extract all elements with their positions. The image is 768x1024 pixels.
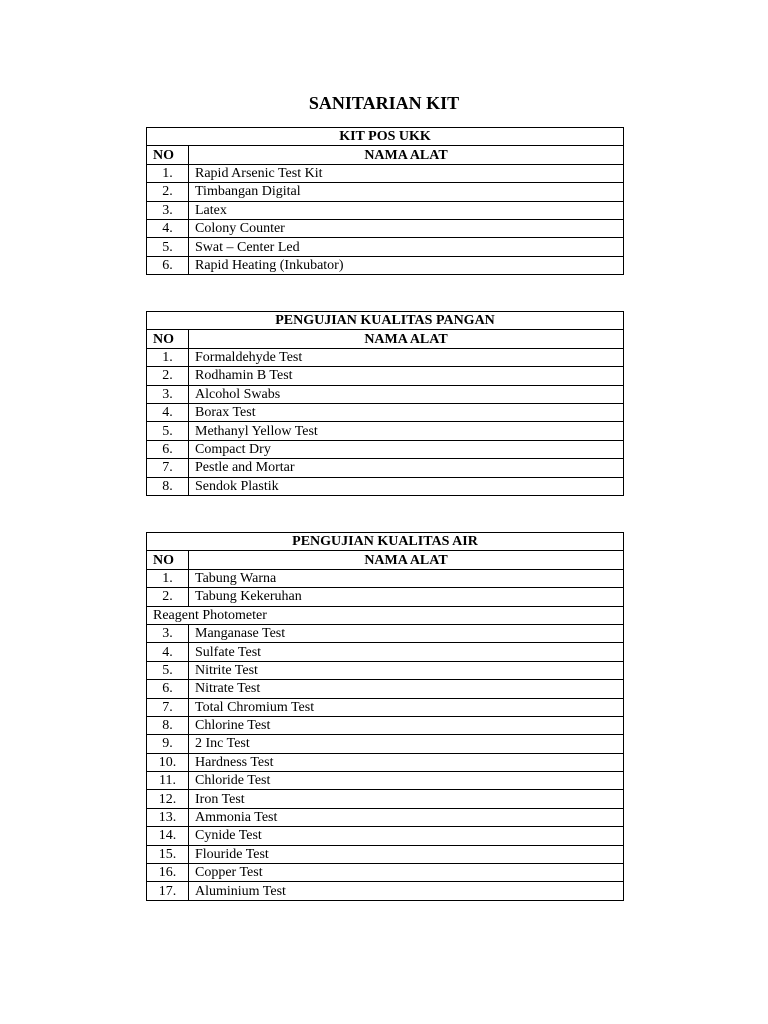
table-row xyxy=(147,164,624,182)
row-number: 12. xyxy=(147,790,189,808)
row-item-name: 2 Inc Test xyxy=(189,735,624,753)
table-row xyxy=(147,753,624,771)
table-row xyxy=(147,772,624,790)
table-row xyxy=(147,403,624,421)
table-row xyxy=(147,256,624,274)
row-item-name: Nitrite Test xyxy=(189,661,624,679)
row-number: 1. xyxy=(147,348,189,366)
table-row xyxy=(147,661,624,679)
table-row xyxy=(147,864,624,882)
row-item-name: Sendok Plastik xyxy=(189,477,624,495)
row-number: 3. xyxy=(147,385,189,403)
row-number: 5. xyxy=(147,238,189,256)
row-item-name: Nitrate Test xyxy=(189,680,624,698)
row-item-name: Cynide Test xyxy=(189,827,624,845)
table-subheading-row xyxy=(147,606,624,624)
row-item-name: Sulfate Test xyxy=(189,643,624,661)
kualitas-pangan-table xyxy=(146,311,624,496)
row-number: 2. xyxy=(147,183,189,201)
row-item-name: Pestle and Mortar xyxy=(189,459,624,477)
column-header-row xyxy=(147,146,624,164)
table-row xyxy=(147,385,624,403)
row-item-name: Ammonia Test xyxy=(189,808,624,826)
kualitas-air-table xyxy=(146,532,624,901)
row-number: 1. xyxy=(147,164,189,182)
table-row xyxy=(147,735,624,753)
row-item-name: Alcohol Swabs xyxy=(189,385,624,403)
row-item-name: Manganase Test xyxy=(189,624,624,642)
row-number: 3. xyxy=(147,201,189,219)
table-heading: PENGUJIAN KUALITAS AIR xyxy=(147,533,624,551)
table-row xyxy=(147,367,624,385)
column-header-no: NO xyxy=(147,146,189,164)
table-row xyxy=(147,569,624,587)
row-number: 5. xyxy=(147,661,189,679)
row-item-name: Tabung Kekeruhan xyxy=(189,588,624,606)
row-item-name: Chlorine Test xyxy=(189,716,624,734)
table-row xyxy=(147,348,624,366)
row-item-name: Colony Counter xyxy=(189,219,624,237)
column-header-no: NO xyxy=(147,551,189,569)
row-number: 4. xyxy=(147,219,189,237)
column-header-name: NAMA ALAT xyxy=(189,330,624,348)
row-number: 4. xyxy=(147,403,189,421)
table-row xyxy=(147,477,624,495)
row-item-name: Timbangan Digital xyxy=(189,183,624,201)
row-number: 6. xyxy=(147,440,189,458)
row-number: 2. xyxy=(147,367,189,385)
table-row xyxy=(147,698,624,716)
table-row xyxy=(147,643,624,661)
row-item-name: Rodhamin B Test xyxy=(189,367,624,385)
row-number: 8. xyxy=(147,477,189,495)
row-number: 14. xyxy=(147,827,189,845)
row-number: 17. xyxy=(147,882,189,900)
table-row xyxy=(147,422,624,440)
row-number: 10. xyxy=(147,753,189,771)
table-subheading: Reagent Photometer xyxy=(147,606,624,624)
row-number: 1. xyxy=(147,569,189,587)
row-number: 4. xyxy=(147,643,189,661)
row-item-name: Hardness Test xyxy=(189,753,624,771)
table-heading-row xyxy=(147,533,624,551)
row-item-name: Methanyl Yellow Test xyxy=(189,422,624,440)
column-header-row xyxy=(147,551,624,569)
row-item-name: Total Chromium Test xyxy=(189,698,624,716)
table-row xyxy=(147,680,624,698)
row-number: 9. xyxy=(147,735,189,753)
table-heading: KIT POS UKK xyxy=(147,128,624,146)
row-number: 7. xyxy=(147,459,189,477)
table-row xyxy=(147,183,624,201)
row-item-name: Formaldehyde Test xyxy=(189,348,624,366)
column-header-name: NAMA ALAT xyxy=(189,551,624,569)
row-number: 6. xyxy=(147,256,189,274)
row-item-name: Rapid Arsenic Test Kit xyxy=(189,164,624,182)
row-item-name: Chloride Test xyxy=(189,772,624,790)
table-row xyxy=(147,845,624,863)
row-item-name: Flouride Test xyxy=(189,845,624,863)
row-item-name: Iron Test xyxy=(189,790,624,808)
page-title: SANITARIAN KIT xyxy=(308,93,460,113)
row-item-name: Rapid Heating (Inkubator) xyxy=(189,256,624,274)
table-heading-row xyxy=(147,312,624,330)
row-number: 5. xyxy=(147,422,189,440)
table-row xyxy=(147,201,624,219)
table-row xyxy=(147,219,624,237)
row-number: 16. xyxy=(147,864,189,882)
row-item-name: Latex xyxy=(189,201,624,219)
row-item-name: Copper Test xyxy=(189,864,624,882)
table-row xyxy=(147,440,624,458)
table-row xyxy=(147,624,624,642)
row-number: 15. xyxy=(147,845,189,863)
column-header-no: NO xyxy=(147,330,189,348)
table-row xyxy=(147,238,624,256)
table-row xyxy=(147,459,624,477)
row-number: 13. xyxy=(147,808,189,826)
row-item-name: Aluminium Test xyxy=(189,882,624,900)
row-number: 7. xyxy=(147,698,189,716)
row-item-name: Borax Test xyxy=(189,403,624,421)
table-row xyxy=(147,882,624,900)
table-row xyxy=(147,790,624,808)
row-number: 8. xyxy=(147,716,189,734)
row-item-name: Tabung Warna xyxy=(189,569,624,587)
table-row xyxy=(147,716,624,734)
row-item-name: Swat – Center Led xyxy=(189,238,624,256)
table-row xyxy=(147,808,624,826)
table-row xyxy=(147,827,624,845)
column-header-row xyxy=(147,330,624,348)
table-row xyxy=(147,588,624,606)
table-heading: PENGUJIAN KUALITAS PANGAN xyxy=(147,312,624,330)
row-number: 6. xyxy=(147,680,189,698)
row-number: 11. xyxy=(147,772,189,790)
row-number: 3. xyxy=(147,624,189,642)
kit-pos-ukk-table xyxy=(146,127,624,275)
row-item-name: Compact Dry xyxy=(189,440,624,458)
table-heading-row xyxy=(147,128,624,146)
column-header-name: NAMA ALAT xyxy=(189,146,624,164)
row-number: 2. xyxy=(147,588,189,606)
